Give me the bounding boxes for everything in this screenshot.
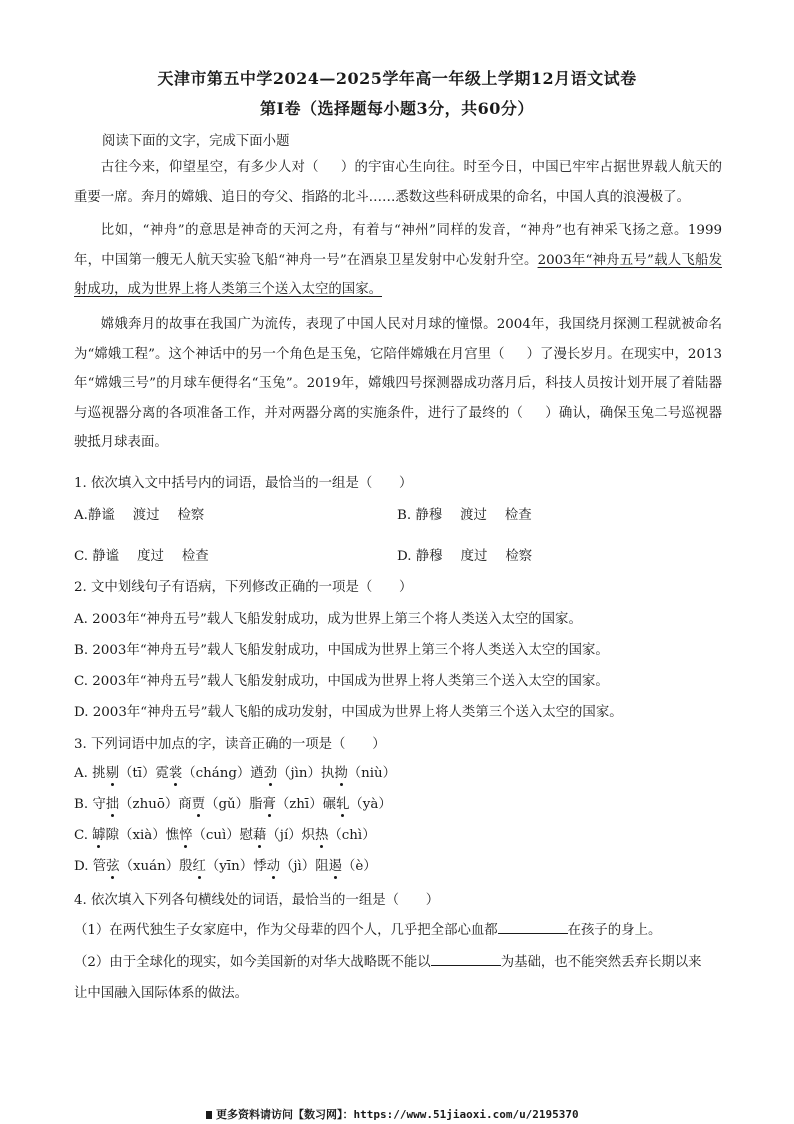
option-word: A.静谧 [74,508,115,523]
pinyin: （jì） [279,859,316,874]
option-word: B. 静穆 [397,508,443,523]
passage-text: ）了漫长岁月。在现实中，2013年“嫦娥三号”的月球车便得名“玉兔”。2019年，嫦娥四号探测器成功落月后，科技人员按计划开展了着陆器与巡视器分离的各项准备工作，并对两器分离的实施条件，进行了最终的（ [74,346,722,421]
sentence-text: （2）由于全球化的现实，如今美国新的对华大战略既不能以 [74,955,431,970]
dotted-char: 热 [315,828,329,843]
footer-text: 更多资料请访问【数习网】：https://www.51jiaoxi.com/u/2195370 [216,1108,579,1121]
dotted-char: 藉 [253,828,267,843]
pinyin: （zhuō） [119,797,179,812]
passage-paragraph-1 [74,153,722,212]
option-word: D. 静穆 [397,549,443,564]
option-word: 检察 [177,508,205,523]
word-text: 慰 [239,828,254,843]
dotted-char: 裳 [168,766,183,781]
passage-text: 古往今来，仰望星空，有多少人对（ [100,160,319,175]
option-word: 渡过 [132,508,160,523]
pinyin: （tī） [118,766,156,781]
pinyin: （yīn） [205,859,254,874]
word-text: 商 [178,797,192,812]
sentence-text: （1）在两代独生子女家庭中，作为父母辈的四个人，几乎把全部心血都 [74,923,498,938]
passage-text: 比如，“神舟”的意思是神奇的天河之舟，有着与“神州”同样的发音，“神舟”也有神采飞扬之意。1999年，中国第一艘无人航天实验飞船“神舟一号”在酒泉卫星发射中心发射升空。 [74,223,722,268]
q4-sentence-2 [74,951,702,970]
sentence-text: 为基础，也不能突然丢弃长期以来 [500,955,702,970]
dotted-char: 红 [192,859,206,874]
dotted-char: 弦 [106,859,120,874]
pinyin: （è） [341,859,377,874]
pinyin: （yà） [349,797,392,812]
option-word: 检查 [181,549,209,564]
fill-blank [498,921,568,934]
question-3-stem: 3. 下列词语中加点的字，读音正确的一项是（ ） [74,737,386,752]
dotted-char: 拗 [334,766,348,781]
q3-option-b [74,793,392,812]
dotted-char: 悴 [179,828,193,843]
q4-sentence-1 [74,919,661,938]
dotted-char: 劲 [263,766,278,781]
word-text: 遒 [250,766,264,781]
word-text: 脂 [249,797,263,812]
passage-paragraph-3 [74,310,722,458]
q2-option-a: A. 2003年“神舟五号”载人飞船发射成功，成为世界上第三个将人类送入太空的国家。 [74,612,582,627]
pinyin: 隙（xià） [105,828,166,843]
dotted-char: 动 [266,859,280,874]
dotted-char: 拙 [105,797,120,812]
q3-option-d [74,855,377,874]
underlined-sentence: 2003年“神舟五号”载人飞船发射成功，成为世界上将人类第三个送入太空的国家。 [74,252,722,298]
option-word: C. 静谧 [74,549,120,564]
flag-icon [206,1111,212,1119]
reading-instruction: 阅读下面的文字，完成下面小题 [102,134,290,149]
dotted-char: 贾 [191,797,206,812]
pinyin: （zhī） [275,797,323,812]
q3-option-a [74,762,396,781]
question-4-stem: 4. 依次填入下列各句横线处的词语，最恰当的一组是（ ） [74,893,440,908]
word-text: 悸 [253,859,267,874]
word-text: 霓 [155,766,169,781]
dotted-char: 剔 [105,766,119,781]
option-word: 度过 [137,549,164,564]
option-word: 度过 [460,549,488,564]
pinyin: （xuán） [119,859,180,874]
question-2-stem: 2. 文中划线句子有语病，下列修改正确的一项是（ ） [74,580,413,595]
word-text: 碾 [322,797,336,812]
word-text: D. 管 [74,859,107,874]
passage-text: ）的宇宙心生向往。时至今日，中国已牢牢占据世界载人航天的重要一席。奔月的嫦娥、追日的夸父、指路的北斗……悉数这些科研成果的命名，中国人真的浪漫极了。 [74,160,722,205]
option-word: 检察 [505,549,533,564]
option-word: 渡过 [460,508,487,523]
q4-sentence-2-continued: 让中国融入国际体系的做法。 [74,986,249,1001]
pinyin: （cuì） [192,828,240,843]
option-word: 检查 [504,508,532,523]
footer-link[interactable] [206,1106,579,1122]
word-text: A. 挑 [74,766,106,781]
pinyin: （cháng） [182,766,251,781]
pinyin: （chì） [328,828,376,843]
q1-option-a [74,504,222,523]
word-text: C. [74,828,93,843]
dotted-char: 膏 [262,797,276,812]
pinyin: （jìn） [277,766,321,781]
pinyin: （gǔ） [205,797,250,812]
passage-text: 嫦娥奔月的故事在我国广为流传，表现了中国人民对月球的憧憬。2004年，我国绕月探测工程就被命名为“嫦娥工程”。这个神话中的另一个角色是玉兔，它陪伴嫦娥在月宫里（ [74,317,722,362]
word-text: 阻 [315,859,329,874]
question-1-stem: 1. 依次填入文中括号内的词语，最恰当的一组是（ ） [74,476,413,491]
pinyin: （niù） [347,766,397,781]
dotted-char: 遏 [328,859,342,874]
word-text: 执 [320,766,335,781]
passage-paragraph-2 [74,216,722,305]
sentence-text: 在孩子的身上。 [567,923,662,938]
word-text: 炽 [301,828,316,843]
q3-option-c [74,824,376,843]
dotted-char: 轧 [335,797,350,812]
dotted-char: 罅 [92,828,106,843]
pinyin: （jí） [266,828,302,843]
word-text: B. 守 [74,797,106,812]
q1-option-d [397,545,550,564]
exam-title: 天津市第五中学2024—2025学年高一年级上学期12月语文试卷 [157,69,637,88]
word-text: 殷 [179,859,193,874]
q2-option-d: D. 2003年“神舟五号”载人飞船的成功发射，中国成为世界上将人类第三个送入太空的国家。 [74,705,623,720]
section-heading: 第Ⅰ卷（选择题每小题3分，共60分） [260,99,534,118]
q1-option-c [74,545,227,564]
q2-option-c: C. 2003年“神舟五号”载人飞船发射成功，中国成为世界上将人类第三个送入太空的国家。 [74,674,609,689]
word-text: 憔 [165,828,180,843]
fill-blank [431,953,501,966]
passage-text: ）确认，确保玉兔二号巡视器驶抵月球表面。 [74,405,723,451]
q2-option-b: B. 2003年“神舟五号”载人飞船发射成功，中国成为世界上第三个将人类送入太空的国家。 [74,643,609,658]
q1-option-b [397,504,550,523]
